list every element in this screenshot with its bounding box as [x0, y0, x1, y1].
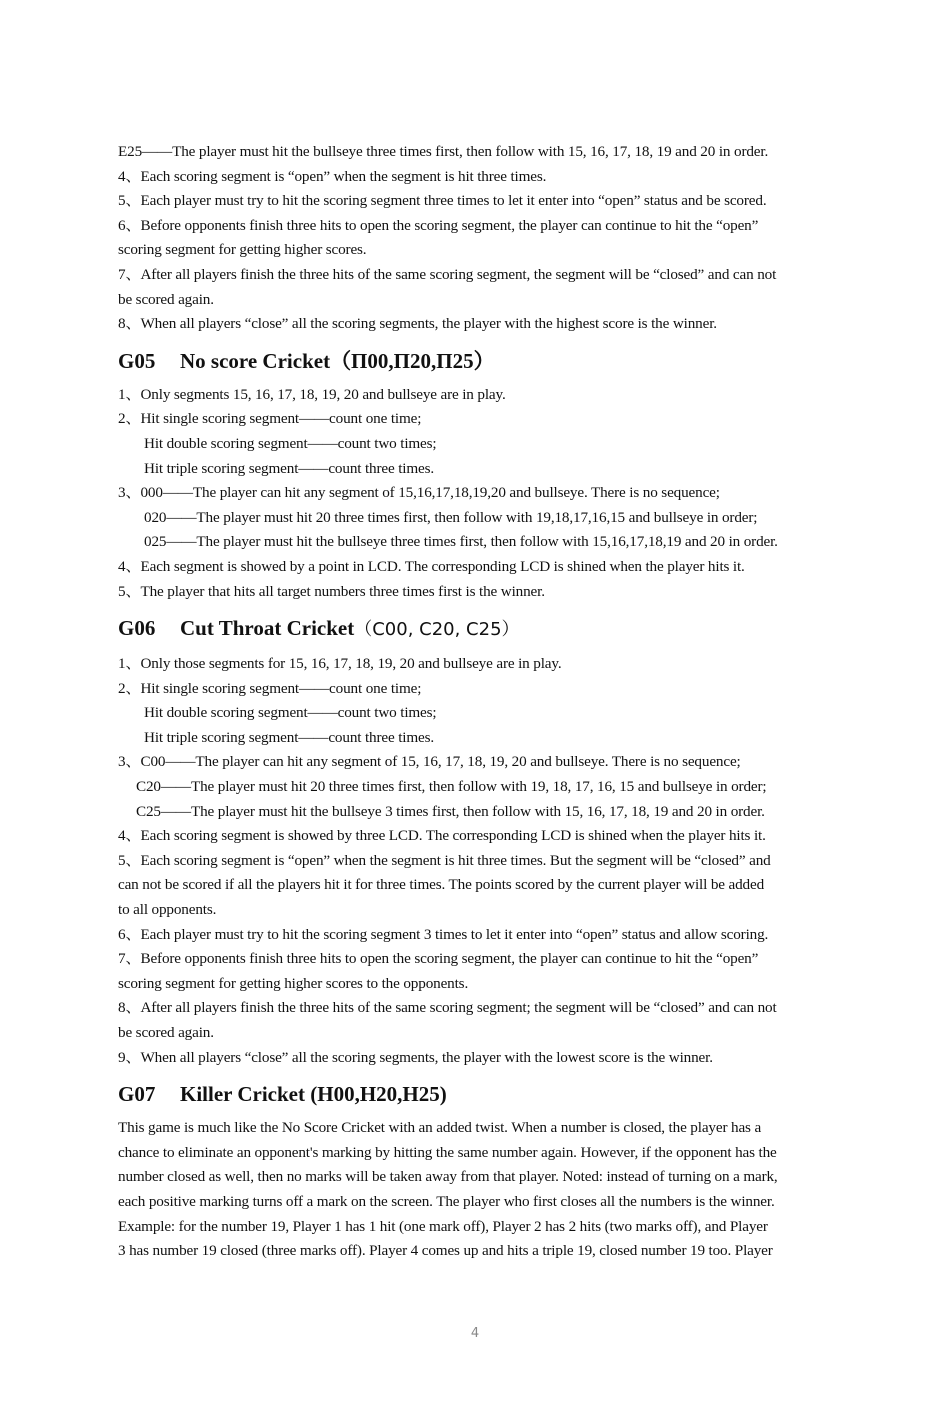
rule-line: 5、The player that hits all target numbers three times first is the winner. [118, 582, 545, 600]
section-heading-g07 [118, 1079, 860, 1109]
rule-line: can not be scored if all the players hit it for three times. The points scored by the current player will be added [118, 876, 765, 894]
game-title: Killer Cricket (H00,H20,H25) [180, 1082, 447, 1107]
document-page [118, 140, 860, 1264]
page-number: 4 [470, 1326, 480, 1341]
rule-line: Hit double scoring segment——count two times; [144, 434, 437, 452]
rule-line: 4、Each scoring segment is showed by three LCD. The corresponding LCD is shined when the player hits it. [118, 827, 766, 845]
rule-line: to all opponents. [118, 901, 217, 919]
rules-continued [118, 140, 860, 337]
section-g06-body [118, 652, 860, 1070]
rule-line: 2、Hit single scoring segment——count one time; [118, 679, 422, 697]
rule-line: 4、Each segment is showed by a point in LCD. The corresponding LCD is shined when the player hits it. [118, 557, 745, 575]
game-title: No score Cricket [180, 348, 331, 373]
rule-line: C20——The player must hit 20 three times first, then follow with 19, 18, 17, 16, 15 and bullseye in order; [136, 778, 767, 796]
rule-line: be scored again. [118, 290, 214, 308]
rule-line: 8、After all players finish the three hits of the same scoring segment; the segment will be “closed” and can not [118, 999, 777, 1017]
rule-line: 1、Only segments 15, 16, 17, 18, 19, 20 and bullseye are in play. [118, 385, 506, 403]
rule-line: be scored again. [118, 1024, 214, 1041]
paragraph-line: chance to eliminate an opponent's marking by hitting the same number again. However, if the opponent has the [118, 1143, 777, 1161]
rule-line: 6、Before opponents finish three hits to open the scoring segment, the player can continue to hit the “open” [118, 216, 759, 234]
section-heading-g05 [118, 346, 860, 376]
rule-line: Hit double scoring segment——count two times; [144, 704, 437, 722]
section-heading-g06 [118, 613, 860, 645]
rule-line: 6、Each player must try to hit the scoring segment 3 times to let it enter into “open” status and allow scoring. [118, 925, 769, 943]
rule-line: 3、C00——The player can hit any segment of 15, 16, 17, 18, 19, 20 and bullseye. There is no sequence; [118, 753, 741, 771]
rule-line: 3、000——The player can hit any segment of 15,16,17,18,19,20 and bullseye. There is no sequence; [118, 484, 720, 502]
game-code: G05 [118, 348, 156, 373]
rule-line: 7、After all players finish the three hits of the same scoring segment, the segment will be “closed” and can not [118, 265, 777, 283]
game-code: G07 [118, 1082, 156, 1107]
rule-line: C25——The player must hit the bullseye 3 times first, then follow with 15, 16, 17, 18, 19 and 20 in order. [136, 802, 765, 820]
game-variants: （П00,П20,П25） [330, 348, 495, 373]
rule-line: scoring segment for getting higher scores to the opponents. [118, 974, 469, 992]
rule-line: 025——The player must hit the bullseye three times first, then follow with 15,16,17,18,19 and 20 in order. [144, 533, 778, 551]
rule-line: 4、Each scoring segment is “open” when the segment is hit three times. [118, 167, 547, 185]
paragraph-line: This game is much like the No Score Cricket with an added twist. When a number is closed, the player has a [118, 1119, 762, 1137]
paragraph-line: each positive marking turns off a mark on the screen. The player who first closes all the numbers is the winner. [118, 1192, 775, 1210]
game-title: Cut Throat Cricket [180, 616, 355, 641]
rule-line: scoring segment for getting higher scores. [118, 241, 367, 259]
rule-line: 7、Before opponents finish three hits to open the scoring segment, the player can continue to hit the “open” [118, 950, 759, 968]
rule-line: 9、When all players “close” all the scoring segments, the player with the lowest score is the winner. [118, 1048, 713, 1066]
rule-line: 5、Each player must try to hit the scoring segment three times to let it enter into “open” status and be scored. [118, 192, 767, 210]
rule-line: Hit triple scoring segment——count three times. [144, 459, 435, 477]
rule-line: 1、Only those segments for 15, 16, 17, 18, 19, 20 and bullseye are in play. [118, 655, 562, 673]
paragraph-line: Example: for the number 19, Player 1 has 1 hit (one mark off), Player 2 has 2 hits (two marks off), and Player [118, 1217, 768, 1235]
paragraph-line: 3 has number 19 closed (three marks off). Player 4 comes up and hits a triple 19, closed number 19 too. Player [118, 1242, 773, 1260]
section-g07-body [118, 1116, 860, 1264]
paragraph-line: number closed as well, then no marks will be taken away from that player. Noted: instead of turning on a mark, [118, 1168, 778, 1186]
game-variants: （C00, C20, C25） [354, 619, 520, 641]
rule-line: Hit triple scoring segment——count three times. [144, 728, 435, 746]
rule-line: E25——The player must hit the bullseye three times first, then follow with 15, 16, 17, 18, 19 and 20 in order. [118, 143, 769, 160]
rule-line: 5、Each scoring segment is “open” when the segment is hit three times. But the segment will be “closed” and [118, 851, 771, 869]
rule-line: 8、When all players “close” all the scoring segments, the player with the highest score is the winner. [118, 315, 717, 333]
rule-line: 020——The player must hit 20 three times first, then follow with 19,18,17,16,15 and bullseye in order; [144, 508, 758, 526]
section-g05-body [118, 383, 860, 604]
rule-line: 2、Hit single scoring segment——count one time; [118, 410, 422, 428]
game-code: G06 [118, 616, 156, 641]
